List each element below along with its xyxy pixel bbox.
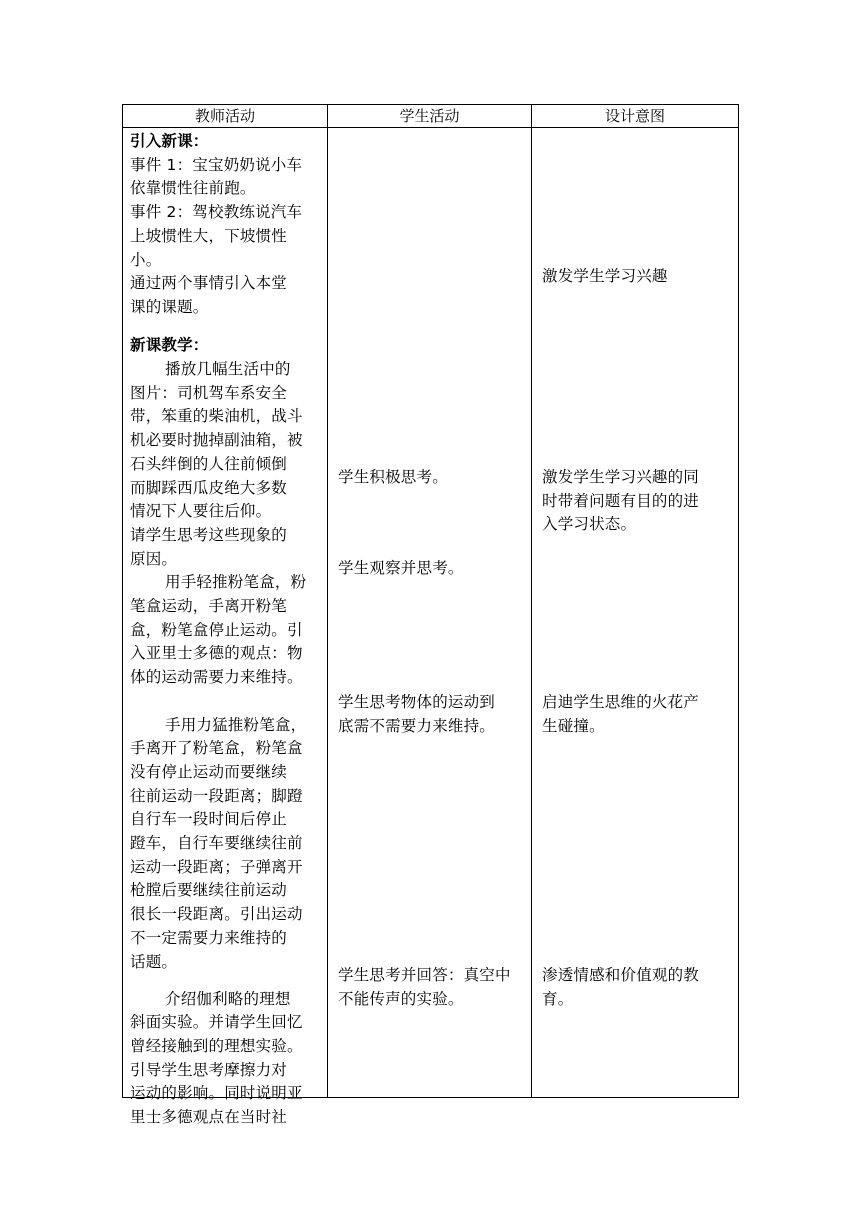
para3-line6: 蹬车，自行车要继续往前: [130, 834, 303, 852]
para1-line9: 原因。: [130, 549, 178, 568]
para1-line2: 图片：司机驾车系安全: [130, 383, 288, 402]
para2-line3: 盒，粉笔盒停止运动。引: [130, 620, 303, 639]
para1-line1: 播放几幅生活中的: [165, 360, 291, 378]
para4-line6: 里士多德观点在当时社: [130, 1108, 288, 1126]
event1-line1: 事件 1：宝宝奶奶说小车: [130, 155, 303, 174]
para3-line2: 手离开了粉笔盒，粉笔盒: [130, 739, 303, 758]
content-row: [123, 128, 739, 1098]
para1-line7: 情况下人要往后仰。: [130, 502, 272, 521]
design-d3-line1: 启迪学生思维的火花产: [542, 693, 700, 711]
para3-line8: 枪膛后要继续往前运动: [130, 881, 288, 900]
design-d2-line2: 时带着问题有目的的进: [542, 491, 700, 510]
intro-heading: 引入新课：: [130, 132, 209, 150]
para1-line5: 石头绊倒的人往前倾倒: [130, 454, 288, 473]
header-row: [123, 105, 739, 128]
design-d4-line2: 育。: [542, 989, 574, 1008]
student-s4-line2: 不能传声的实验。: [338, 989, 464, 1008]
para2-line2: 笔盒运动，手离开粉笔: [130, 597, 288, 615]
teacher-activity-cell: [123, 128, 328, 1126]
header-design-intent: 设计意图: [532, 105, 739, 128]
para3-line4: 往前运动一段距离；脚蹬: [130, 786, 303, 805]
para4-line4: 引导学生思考摩擦力对: [130, 1060, 288, 1079]
para1-line6: 而脚踩西瓜皮绝大多数: [130, 478, 288, 497]
para3-line5: 自行车一段时间后停止: [130, 810, 288, 829]
intro-summary-line1: 通过两个事情引入本堂: [130, 274, 288, 293]
event2-line2: 上坡惯性大，下坡惯性: [130, 226, 288, 245]
student-s4-line1: 学生思考并回答：真空中: [338, 966, 511, 984]
header-teacher-activity: 教师活动: [123, 105, 328, 128]
design-intent-cell: [532, 128, 739, 1098]
para1-line3: 带，笨重的柴油机，战斗: [130, 407, 303, 426]
para4-line5: 运动的影响。同时说明亚: [130, 1084, 303, 1103]
para1-line8: 请学生思考这些现象的: [130, 525, 288, 544]
para4-line2: 斜面实验。并请学生回忆: [130, 1013, 303, 1032]
design-d1: 激发学生学习兴趣: [542, 267, 668, 285]
event2-line1: 事件 2：驾校教练说汽车: [130, 203, 303, 222]
para2-line4: 入亚里士多德的观点：物: [130, 644, 303, 663]
design-d4-line1: 渗透情感和价值观的教: [542, 966, 700, 984]
student-s3-line2: 底需不需要力来维持。: [338, 716, 496, 735]
para3-line9: 很长一段距离。引出运动: [130, 905, 303, 924]
para3-line10: 不一定需要力来维持的: [130, 928, 288, 947]
student-s2: 学生观察并思考。: [338, 559, 464, 577]
student-s1: 学生积极思考。: [338, 468, 448, 486]
student-activity-cell: [328, 128, 532, 1098]
intro-summary-line2: 课的课题。: [130, 297, 209, 316]
para3-line3: 没有停止运动而要继续: [130, 762, 288, 781]
lesson-plan-table: [122, 104, 739, 1126]
design-d2-line3: 入学习状态。: [542, 515, 637, 534]
para2-line1: 用手轻推粉笔盒，粉: [165, 573, 307, 592]
para3-line7: 运动一段距离；子弹离开: [130, 857, 303, 876]
event2-line3: 小。: [130, 250, 162, 269]
header-student-activity: 学生活动: [328, 105, 532, 128]
para4-line1: 介绍伽利略的理想: [165, 989, 291, 1008]
para3-line11: 话题。: [130, 952, 178, 971]
para4-line3: 曾经接触到的理想实验。: [130, 1036, 303, 1055]
student-s3-line1: 学生思考物体的运动到: [338, 693, 496, 711]
para3-line1: 手用力猛推粉笔盒，: [165, 715, 307, 734]
para2-line5: 体的运动需要力来维持。: [130, 668, 303, 687]
design-d3-line2: 生碰撞。: [542, 716, 605, 735]
new-lesson-heading: 新课教学：: [130, 336, 209, 354]
para1-line4: 机必要时抛掉副油箱，被: [130, 431, 303, 450]
event1-line2: 依靠惯性往前跑。: [130, 179, 256, 198]
design-d2-line1: 激发学生学习兴趣的同: [542, 468, 700, 486]
